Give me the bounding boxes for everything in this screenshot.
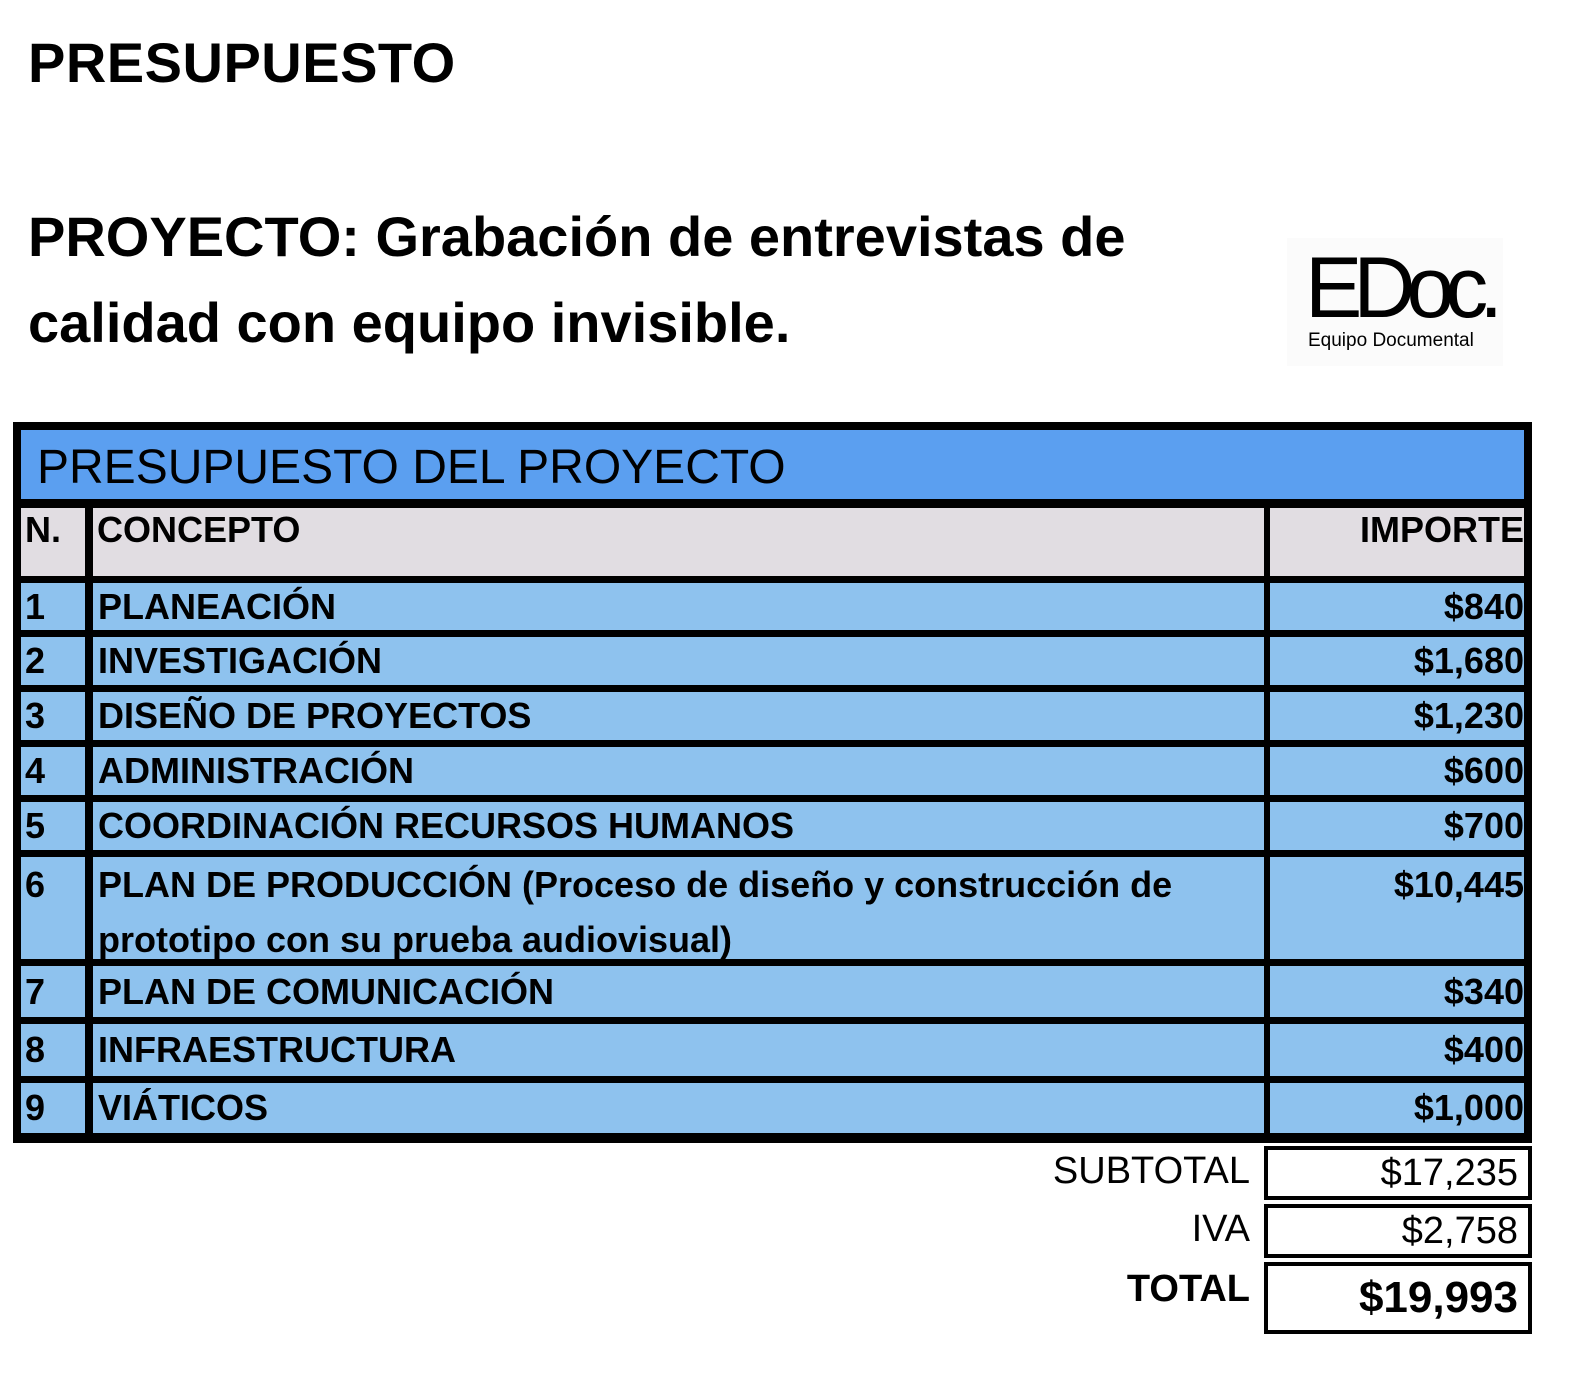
- row-concepto: PLAN DE COMUNICACIÓN: [93, 966, 1264, 1017]
- logo-mark: EDoc.: [1305, 240, 1495, 336]
- row-concepto: VIÁTICOS: [93, 1083, 1264, 1133]
- row-number: 6: [21, 857, 85, 959]
- table-heading-band: [21, 430, 1524, 499]
- subtotal-value: $17,235: [1264, 1146, 1532, 1200]
- row-importe: $10,445: [1270, 857, 1524, 959]
- row-importe: $840: [1270, 583, 1524, 630]
- row-importe: $1,680: [1270, 637, 1524, 685]
- row-number: 2: [21, 637, 85, 685]
- row-concepto: ADMINISTRACIÓN: [93, 747, 1264, 795]
- row-concepto: COORDINACIÓN RECURSOS HUMANOS: [93, 802, 1264, 850]
- row-concepto: DISEÑO DE PROYECTOS: [93, 692, 1264, 740]
- row-concepto: PLAN DE PRODUCCIÓN (Proceso de diseño y construcción de prototipo con su prueba audiovisual): [93, 857, 1264, 959]
- row-number: 4: [21, 747, 85, 795]
- iva-value: $2,758: [1264, 1204, 1532, 1258]
- total-label: TOTAL: [1126, 1268, 1250, 1310]
- column-header-importe: IMPORTE: [1270, 508, 1524, 576]
- document-title: PRESUPUESTO: [28, 31, 456, 94]
- row-number: 1: [21, 583, 85, 630]
- row-number: 3: [21, 692, 85, 740]
- logo-subtitle: Equipo Documental: [1308, 330, 1474, 351]
- row-importe: $400: [1270, 1024, 1524, 1076]
- row-concepto: INFRAESTRUCTURA: [93, 1024, 1264, 1076]
- row-importe: $340: [1270, 966, 1524, 1017]
- table-heading: PRESUPUESTO DEL PROYECTO: [37, 441, 786, 494]
- project-title: PROYECTO: Grabación de entrevistas de calidad con equipo invisible.: [28, 205, 1126, 354]
- budget-table: [13, 422, 1532, 1143]
- row-number: 5: [21, 802, 85, 850]
- row-number: 9: [21, 1083, 85, 1133]
- total-value: $19,993: [1264, 1262, 1532, 1334]
- row-number: 8: [21, 1024, 85, 1076]
- row-concepto: INVESTIGACIÓN: [93, 637, 1264, 685]
- row-importe: $600: [1270, 747, 1524, 795]
- column-header-concepto: CONCEPTO: [93, 508, 1264, 576]
- row-importe: $700: [1270, 802, 1524, 850]
- row-number: 7: [21, 966, 85, 1017]
- column-header-n: N.: [21, 508, 85, 576]
- logo: [1287, 238, 1503, 366]
- row-concepto: PLANEACIÓN: [93, 583, 1264, 630]
- row-importe: $1,000: [1270, 1083, 1524, 1133]
- subtotal-label: SUBTOTAL: [1052, 1150, 1250, 1192]
- iva-label: IVA: [1191, 1208, 1250, 1250]
- row-importe: $1,230: [1270, 692, 1524, 740]
